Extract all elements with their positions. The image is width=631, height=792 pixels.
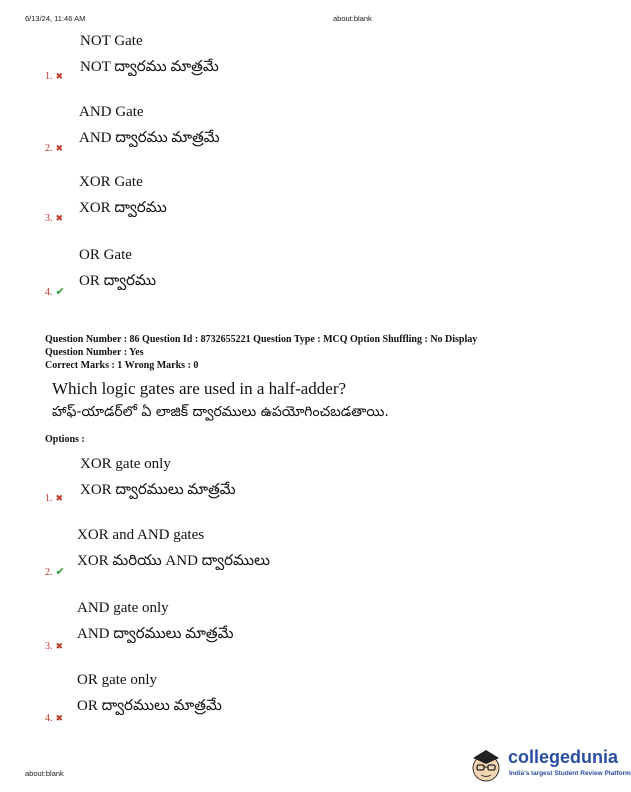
option-number-text: 1. <box>45 493 53 504</box>
check-mark-icon: ✔ <box>55 565 65 578</box>
print-url: about:blank <box>333 14 372 23</box>
option-number <box>45 71 63 82</box>
option-number <box>45 493 63 504</box>
option-text-te: AND ద్వారము మాత్రమే <box>79 130 220 146</box>
option-number-text: 2. <box>45 567 53 578</box>
question-meta-line-1: Question Number : 86 Question Id : 8732655221 Question Type : MCQ Option Shuffling : No Display <box>45 334 478 345</box>
option-text-en: AND Gate <box>79 104 144 120</box>
options-label: Options : <box>45 434 85 445</box>
logo-brand: collegedunia <box>508 747 619 767</box>
question-meta-line-3: Correct Marks : 1 Wrong Marks : 0 <box>45 360 199 371</box>
mascot-icon <box>466 744 506 784</box>
footer-url: about:blank <box>25 769 64 778</box>
question-text-te: హాఫ్-యాడర్‌లో ఏ లాజిక్ ద్వారములు ఉపయోగించబడతాయి. <box>52 404 389 420</box>
option-number-text: 3. <box>45 641 53 652</box>
option-text-te: XOR మరియు AND ద్వారములు <box>77 553 270 569</box>
option-number-text: 1. <box>45 71 53 82</box>
option-text-en: OR gate only <box>77 672 157 688</box>
option-text-en: AND gate only <box>77 600 169 616</box>
wrong-mark-icon: ✖ <box>55 494 64 504</box>
option-text-en: XOR and AND gates <box>77 527 205 543</box>
option-text-te: XOR ద్వారములు మాత్రమే <box>80 482 236 498</box>
wrong-mark-icon: ✖ <box>55 72 64 82</box>
option-text-en: OR Gate <box>79 247 132 263</box>
option-number <box>45 713 63 724</box>
option-text-en: XOR Gate <box>79 174 143 190</box>
option-text-en: XOR gate only <box>80 456 171 472</box>
option-number-text: 4. <box>45 287 53 298</box>
collegedunia-logo <box>466 744 631 784</box>
option-text-en: NOT Gate <box>80 33 143 49</box>
option-text-te: NOT ద్వారము మాత్రమే <box>80 59 219 75</box>
option-text-te: AND ద్వారములు మాత్రమే <box>77 626 234 642</box>
option-number-text: 2. <box>45 143 53 154</box>
logo-tagline: India's largest Student Review Platform <box>509 770 631 777</box>
option-number <box>45 213 63 224</box>
question-text-en: Which logic gates are used in a half-adder? <box>52 379 347 398</box>
option-number <box>45 143 63 154</box>
wrong-mark-icon: ✖ <box>55 714 64 724</box>
wrong-mark-icon: ✖ <box>55 214 64 224</box>
option-text-te: XOR ద్వారము <box>79 200 167 216</box>
option-number <box>45 641 63 652</box>
option-text-te: OR ద్వారములు మాత్రమే <box>77 698 222 714</box>
option-number <box>45 565 65 578</box>
option-text-te: OR ద్వారము <box>79 273 157 289</box>
wrong-mark-icon: ✖ <box>55 642 64 652</box>
question-meta-line-2: Question Number : Yes <box>45 347 144 358</box>
check-mark-icon: ✔ <box>55 285 65 298</box>
wrong-mark-icon: ✖ <box>55 144 64 154</box>
option-number-text: 3. <box>45 213 53 224</box>
option-number <box>45 285 65 298</box>
option-number-text: 4. <box>45 713 53 724</box>
print-timestamp: 6/13/24, 11:46 AM <box>25 14 86 23</box>
